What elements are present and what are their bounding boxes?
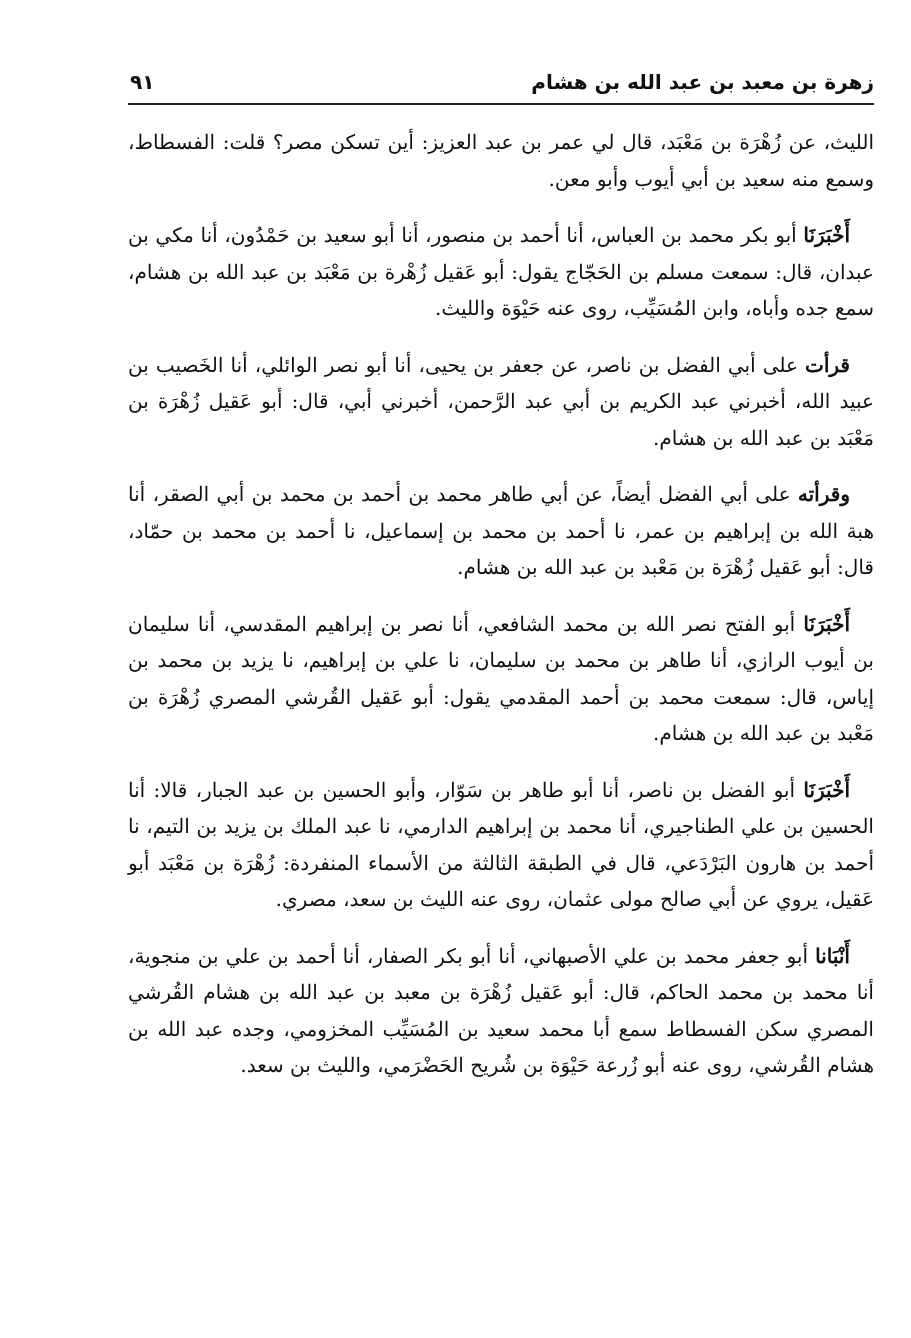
paragraph-lead: أَخْبَرَنَا: [803, 611, 850, 636]
paragraph: [128, 347, 874, 457]
paragraph-text: أبو جعفر محمد بن علي الأصبهاني، أنا أبو بكر الصفار، أنا أحمد بن علي بن منجوية، أنا محمد بن محمد الحاكم، قال: أبو عَقيل زُهْرَة بن معبد بن عبد الله بن هشام القُرشي المصري سكن الفسطاط سمع أبا محمد سعيد بن المُسَيِّب المخزومي، وجده عبد الله بن هشام القُرشي، روى عنه أبو زُرعة حَيْوَة بن شُريح الحَضْرَمي، والليث بن سعد.: [128, 943, 874, 1077]
paragraph-text: أبو بكر محمد بن العباس، أنا أحمد بن منصور، أنا أبو سعيد بن حَمْدُون، أنا مكي بن عبدان، قال: سمعت مسلم بن الحَجّاج يقول: أبو عَقيل زُهْرة بن مَعْبَد بن عبد الله بن هشام، سمع جده وأباه، وابن المُسَيِّب، روى عنه حَيْوَة والليث.: [128, 223, 874, 320]
body-text: [128, 124, 874, 1104]
paragraph-text: على أبي الفضل أيضاً، عن أبي طاهر محمد بن أحمد بن محمد بن أبي الصقر، أنا هبة الله بن إبراهيم بن عمر، نا أحمد بن محمد بن إسماعيل، نا أحمد بن محمد بن حمّاد، قال: أبو عَقيل زُهْرَة بن مَعْبد بن عبد الله بن هشام.: [128, 482, 874, 579]
page-number: ٩١: [130, 70, 155, 94]
paragraph: [128, 606, 874, 752]
header-rule: [128, 103, 874, 105]
paragraph-lead: قرأت: [805, 352, 850, 377]
paragraph: [128, 124, 874, 197]
paragraph-lead: أَنْبَانا: [815, 943, 850, 968]
paragraph: [128, 217, 874, 327]
paragraph: [128, 476, 874, 586]
paragraph-lead: أَخْبَرَنَا: [803, 777, 850, 802]
page-header: [128, 66, 874, 106]
paragraph: [128, 938, 874, 1084]
paragraph-text: أبو الفتح نصر الله بن محمد الشافعي، أنا نصر بن إبراهيم المقدسي، أنا سليمان بن أيوب الرازي، أنا طاهر بن محمد بن سليمان، نا علي بن إبراهيم، نا يزيد بن محمد بن إياس، قال: سمعت محمد بن أحمد المقدمي يقول: أبو عَقيل القُرشي المصري زُهْرَة بن مَعْبد بن عبد الله بن هشام.: [128, 611, 874, 745]
paragraph-lead: وقرأته: [797, 482, 850, 506]
paragraph-text: على أبي الفضل بن ناصر، عن جعفر بن يحيى، أنا أبو نصر الوائلي، أنا الخَصيب بن عبيد الله، أخبرني عبد الكريم بن أبي عبد الرَّحمن، أخبرني أبي، قال: أبو عَقيل زُهْرَة بن مَعْبَد بن عبد الله بن هشام.: [128, 352, 874, 450]
paragraph-text: أبو الفضل بن ناصر، أنا أبو طاهر بن سَوّار، وأبو الحسين بن عبد الجبار، قالا: أنا الحسين بن علي الطناجيري، أنا محمد بن إبراهيم الدارمي، نا عبد الملك بن يزيد بن التيم، نا أحمد بن هارون البَرْدَعي، قال في الطبقة الثالثة من الأسماء المنفردة: زُهْرَة بن مَعْبَد أبو عَقيل، يروي عن أبي صالح مولى عثمان، روى عنه الليث بن سعد، مصري.: [128, 777, 874, 911]
paragraph-lead: أَخْبَرَنَا: [803, 223, 850, 247]
paragraph: [128, 772, 874, 918]
running-head: زهرة بن معبد بن عبد الله بن هشام: [531, 70, 874, 94]
paragraph-text: الليث، عن زُهْرَة بن مَعْبَد، قال لي عمر بن عبد العزيز: أين تسكن مصر؟ قلت: الفسطاط، وسمع منه سعيد بن أبي أيوب وأبو معن.: [128, 130, 874, 191]
